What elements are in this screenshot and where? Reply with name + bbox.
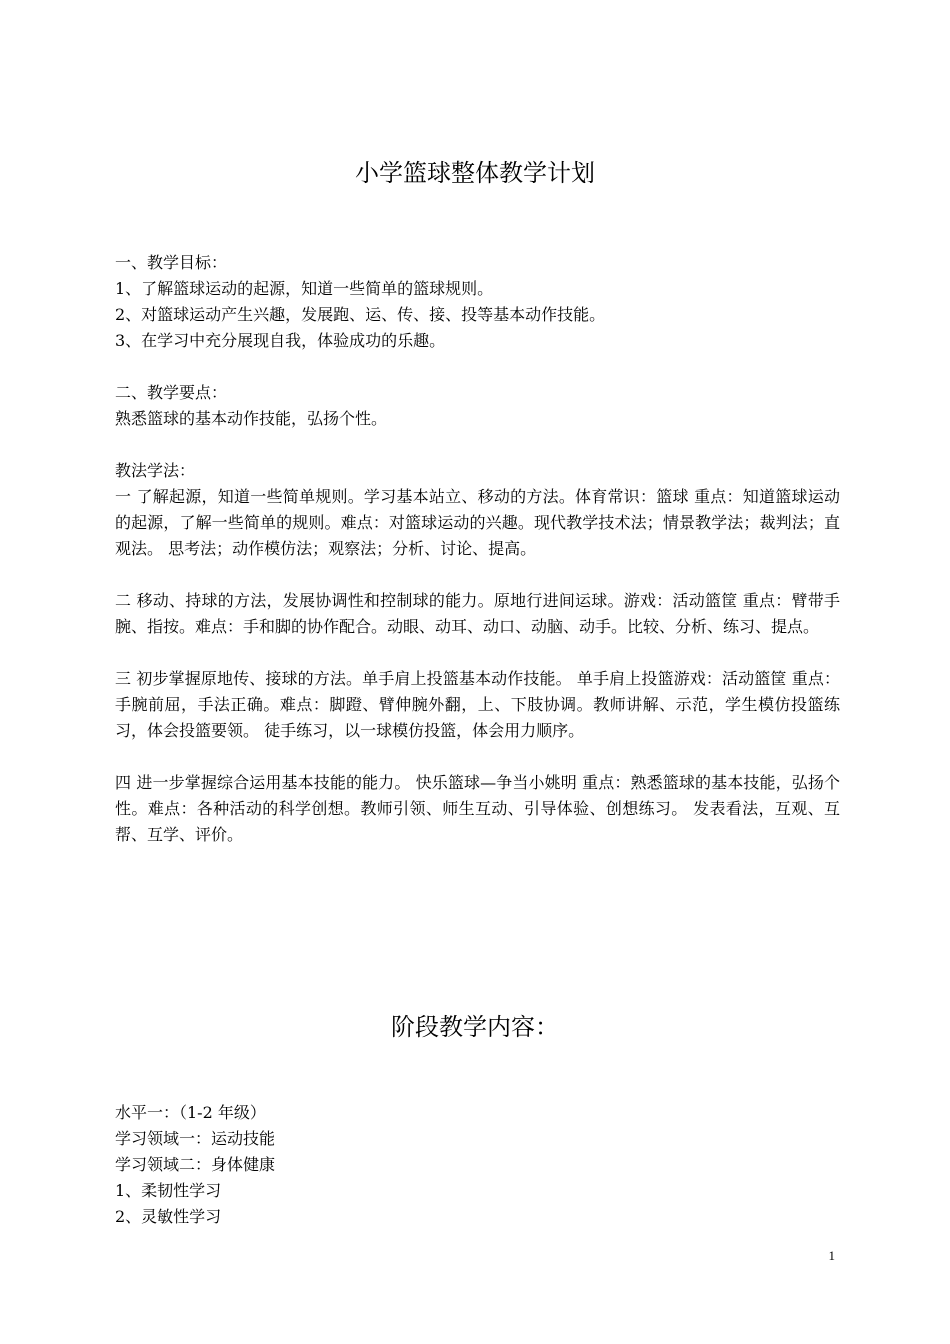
goal-item: 2、对篮球运动产生兴趣，发展跑、运、传、接、投等基本动作技能。 (115, 305, 606, 324)
stage-line: 学习领域二：身体健康 (115, 1155, 276, 1174)
method-paragraph: 一 了解起源，知道一些简单规则。学习基本站立、移动的方法。体育常识：篮球 重点：知道篮球运动的起源，了解一些简单的规则。难点：对篮球运动的兴趣。现代教学技术法；情景教学法；裁判法；直观法。 思考法；动作模仿法；观察法；分析、讨论、提高。 (115, 487, 840, 558)
goal-item: 1、了解篮球运动的起源，知道一些简单的篮球规则。 (115, 279, 494, 298)
stage-line: 2、灵敏性学习 (115, 1207, 222, 1226)
key-points-text: 熟悉篮球的基本动作技能，弘扬个性。 (115, 409, 388, 428)
spacer (115, 562, 840, 588)
methods-heading: 教法学法： (115, 461, 196, 480)
stage-line: 水平一：（1-2 年级） (115, 1103, 266, 1122)
key-points-heading: 二、教学要点： (115, 383, 228, 402)
goals-heading: 一、教学目标： (115, 253, 228, 272)
plan-body (115, 250, 840, 848)
stage-line: 1、柔韧性学习 (115, 1181, 222, 1200)
spacer (115, 432, 840, 458)
method-paragraph: 二 移动、持球的方法，发展协调性和控制球的能力。原地行进间运球。游戏：活动篮筐 重点：臂带手腕、指按。难点：手和脚的协作配合。动眼、动耳、动口、动脑、动手。比较、分析、练习、提点。 (115, 591, 840, 636)
document-title: 小学篮球整体教学计划 (355, 159, 595, 187)
spacer (115, 744, 840, 770)
stage-line: 学习领域一：运动技能 (115, 1129, 276, 1148)
page-number: 1 (828, 1248, 835, 1263)
method-paragraph: 四 进一步掌握综合运用基本技能的能力。 快乐篮球—争当小姚明 重点：熟悉篮球的基本技能，弘扬个性。难点：各种活动的科学创想。教师引领、师生互动、引导体验、创想练习。 发表看法，互观、互帮、互学、评价。 (115, 773, 840, 844)
goal-item: 3、在学习中充分展现自我，体验成功的乐趣。 (115, 331, 446, 350)
spacer (115, 354, 840, 380)
method-paragraph: 三 初步掌握原地传、接球的方法。单手肩上投篮基本动作技能。 单手肩上投篮游戏：活动篮筐 重点：手腕前屈，手法正确。难点：脚蹬、臂伸腕外翻，上、下肢协调。教师讲解、示范，学生模仿投篮练习，体会投篮要领。 徒手练习，以一球模仿投篮，体会用力顺序。 (115, 669, 840, 740)
stage-title: 阶段教学内容： (391, 1013, 559, 1041)
spacer (115, 640, 840, 666)
stage-content (115, 1100, 840, 1230)
